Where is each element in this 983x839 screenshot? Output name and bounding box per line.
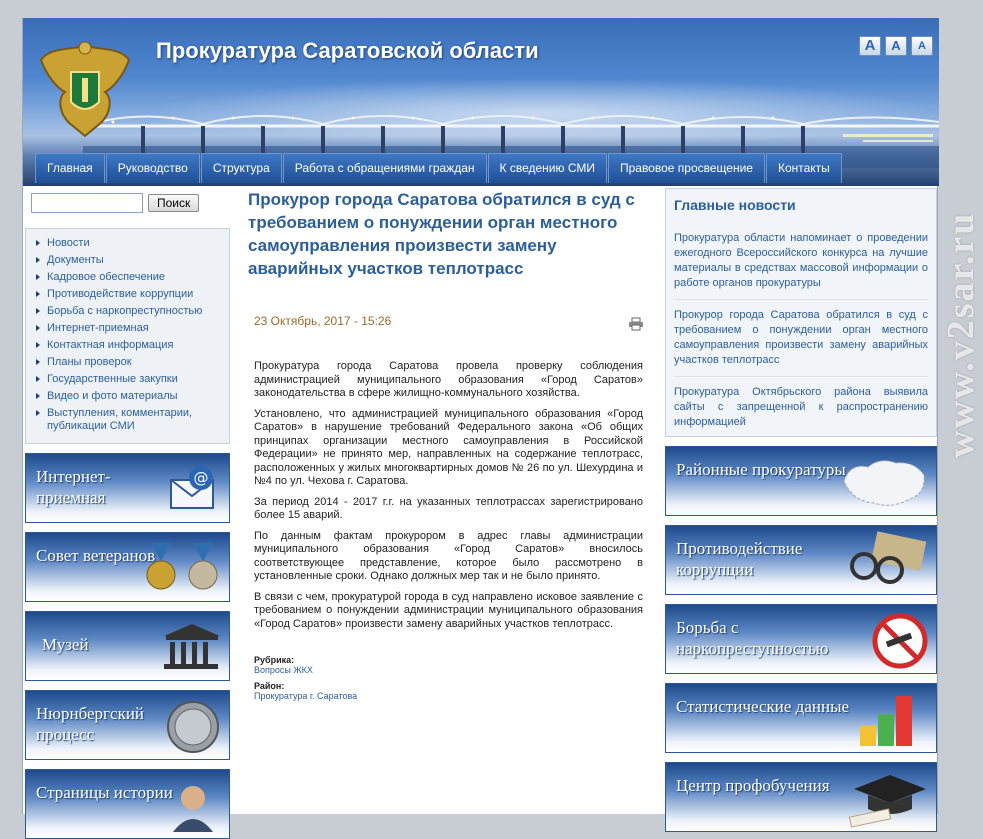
left-menu-item-news[interactable] [34, 237, 225, 250]
font-size-small-button[interactable]: A [911, 36, 933, 56]
nav-item-structure[interactable]: Структура [201, 153, 282, 183]
article-body [248, 360, 643, 631]
left-menu-item-internet-reception[interactable] [34, 322, 225, 335]
bullet-icon [36, 274, 40, 280]
bullet-icon [36, 257, 40, 263]
left-menu-label: Документы [47, 254, 104, 266]
banner-training-center[interactable] [665, 762, 937, 832]
bullet-icon [36, 291, 40, 297]
right-sidebar [665, 188, 937, 832]
left-sidebar [25, 188, 230, 839]
banner-label: Совет ветеранов [36, 546, 156, 565]
banner-label: Районные прокуратуры [676, 460, 846, 479]
article-paragraph: В связи с чем, прокуратурой города в суд направлено исковое заявление с требованием о понуждении администрации муниципального образования «Город Саратов» произвести замену аварийных участков теплотрасс. [254, 590, 643, 630]
news-item[interactable]: Прокуратура области напоминает о проведении ежегодного Всероссийского конкурса на лучшие материалы в средствах массовой информации о работе органов прокуратуры [674, 231, 928, 300]
bullet-icon [36, 240, 40, 246]
museum-icon [159, 620, 221, 674]
page [22, 18, 982, 814]
main-nav [35, 153, 843, 183]
left-menu-label: Планы проверок [47, 356, 132, 368]
banner-internet-reception[interactable] [25, 453, 230, 523]
district-link[interactable]: Прокуратура г. Саратова [254, 691, 358, 701]
banner-label: Нюрнбергский процесс [36, 704, 145, 744]
bullet-icon [36, 359, 40, 365]
main-news [665, 188, 937, 437]
left-menu-item-documents[interactable] [34, 254, 225, 267]
banner-nuremberg-trial[interactable] [25, 690, 230, 760]
handcuffs-icon [840, 532, 928, 590]
font-size-large-button[interactable]: A [859, 36, 881, 56]
article-title: Прокурор города Саратова обратился в суд с требованием о понуждении орган местного самоуправления произвести замену аварийных участков теплотрасс [248, 190, 635, 278]
banner-district-prosecutors[interactable] [665, 446, 937, 516]
search-form [25, 188, 230, 218]
bullet-icon [36, 325, 40, 331]
coin-icon [165, 699, 221, 753]
bullet-icon [36, 308, 40, 314]
emblem-icon [37, 36, 133, 138]
left-menu-item-staffing[interactable] [34, 271, 225, 284]
nav-item-home[interactable]: Главная [35, 153, 105, 183]
banner-anti-corruption[interactable] [665, 525, 937, 595]
left-menu-item-publications[interactable] [34, 407, 225, 433]
article-paragraph: Прокуратура города Саратова провела проверку соблюдения администрацией муниципального образования «Город Саратов» законодательства в сфере жилищно-коммунального хозяйства. [254, 360, 643, 399]
left-menu-label: Государственные закупки [47, 373, 178, 385]
medals-icon [125, 541, 225, 595]
bullet-icon [36, 410, 40, 416]
banner-label: Центр профобучения [676, 776, 830, 795]
banner-veterans-council[interactable] [25, 532, 230, 602]
site-title: Прокуратура Саратовской области [156, 38, 539, 63]
no-drugs-icon [840, 611, 928, 669]
bar-chart-icon [840, 690, 928, 748]
left-menu-label: Противодействие коррупции [47, 288, 194, 300]
search-input[interactable] [31, 193, 143, 213]
banner-label: Страницы истории [36, 783, 173, 802]
nav-item-legal-education[interactable]: Правовое просвещение [608, 153, 765, 183]
mail-icon [165, 462, 221, 516]
article-district [248, 681, 643, 701]
rubric-label: Рубрика: [254, 655, 295, 665]
nav-item-citizen-appeals[interactable]: Работа с обращениями граждан [283, 153, 487, 183]
svg-text:@: @ [193, 469, 209, 487]
news-item[interactable]: Прокурор города Саратова обратился в суд с требованием о понуждении орган местного самоуправления произвести замену аварийных участков теплотрасс [674, 308, 928, 377]
watermark: www.v2sar.ru [940, 211, 982, 458]
left-menu-label: Борьба с наркопреступностью [47, 305, 203, 317]
article-date: 23 Октябрь, 2017 - 15:26 [254, 314, 392, 328]
left-menu-item-media-materials[interactable] [34, 390, 225, 403]
nav-item-media[interactable]: К сведению СМИ [488, 153, 607, 183]
article-paragraph: Установлено, что администрацией муниципального образования «Город Саратов» в нарушение требований Федерального закона «Об общих принципах организации местного самоуправления в Российской Федерации» не принято мер, направленных на содержание теплотрасс, расположенных у жилых многоквартирных домов № 26 по ул. Шехурдина и №4 по ул. Чехова г. Саратова. [254, 407, 643, 487]
banner-label: Противодействие коррупции [676, 539, 803, 579]
left-menu-label: Новости [47, 237, 90, 249]
left-menu-label: Контактная информация [47, 339, 174, 351]
bullet-icon [36, 342, 40, 348]
search-button[interactable]: Поиск [148, 194, 199, 212]
banner-museum[interactable] [25, 611, 230, 681]
left-menu-item-procurement[interactable] [34, 373, 225, 386]
left-menu-item-anti-drugs[interactable] [34, 305, 225, 318]
left-menu-item-anti-corruption[interactable] [34, 288, 225, 301]
left-menu-label: Видео и фото материалы [47, 390, 178, 402]
print-icon[interactable] [629, 318, 643, 330]
banner-label: Музей [42, 635, 89, 654]
banner-label: Интернет-приемная [36, 467, 111, 507]
rubric-link[interactable]: Вопросы ЖКХ [254, 665, 313, 675]
map-icon [840, 453, 928, 511]
bullet-icon [36, 393, 40, 399]
main-news-heading: Главные новости [674, 197, 796, 213]
nav-item-leadership[interactable]: Руководство [106, 153, 200, 183]
left-menu-item-inspection-plans[interactable] [34, 356, 225, 369]
left-menu-label: Интернет-приемная [47, 322, 149, 334]
left-menu [25, 228, 230, 444]
banner-history-pages[interactable] [25, 769, 230, 839]
graduation-cap-icon [840, 769, 928, 827]
banner-label: Статистические данные [676, 697, 850, 716]
font-size-medium-button[interactable]: A [885, 36, 907, 56]
header [23, 18, 939, 186]
left-menu-label: Кадровое обеспечение [47, 271, 165, 283]
font-size-switcher [859, 36, 933, 56]
banner-label: Борьба с наркопреступностью [676, 618, 829, 658]
left-menu-label: Выступления, комментарии, публикации СМИ [47, 407, 193, 432]
article-rubric [248, 655, 643, 675]
banner-anti-drugs[interactable] [665, 604, 937, 674]
bullet-icon [36, 376, 40, 382]
article [248, 188, 643, 701]
article-paragraph: За период 2014 - 2017 г.г. на указанных теплотрассах зарегистрировано более 15 аварий. [254, 495, 643, 521]
banner-statistics[interactable] [665, 683, 937, 753]
article-paragraph: По данным фактам прокурором в адрес главы администрации муниципального образования «Город Саратов» вносилось соответствующее представление, которое было рассмотрено в установленные сроки. Однако должных мер так и не было принято. [254, 529, 643, 582]
news-item[interactable]: Прокуратура Октябрьского района выявила сайты с запрещенной к распространению информацией [674, 386, 928, 428]
portrait-icon [165, 778, 221, 832]
district-label: Район: [254, 681, 285, 691]
left-menu-item-contact-info[interactable] [34, 339, 225, 352]
nav-item-contacts[interactable]: Контакты [766, 153, 842, 183]
